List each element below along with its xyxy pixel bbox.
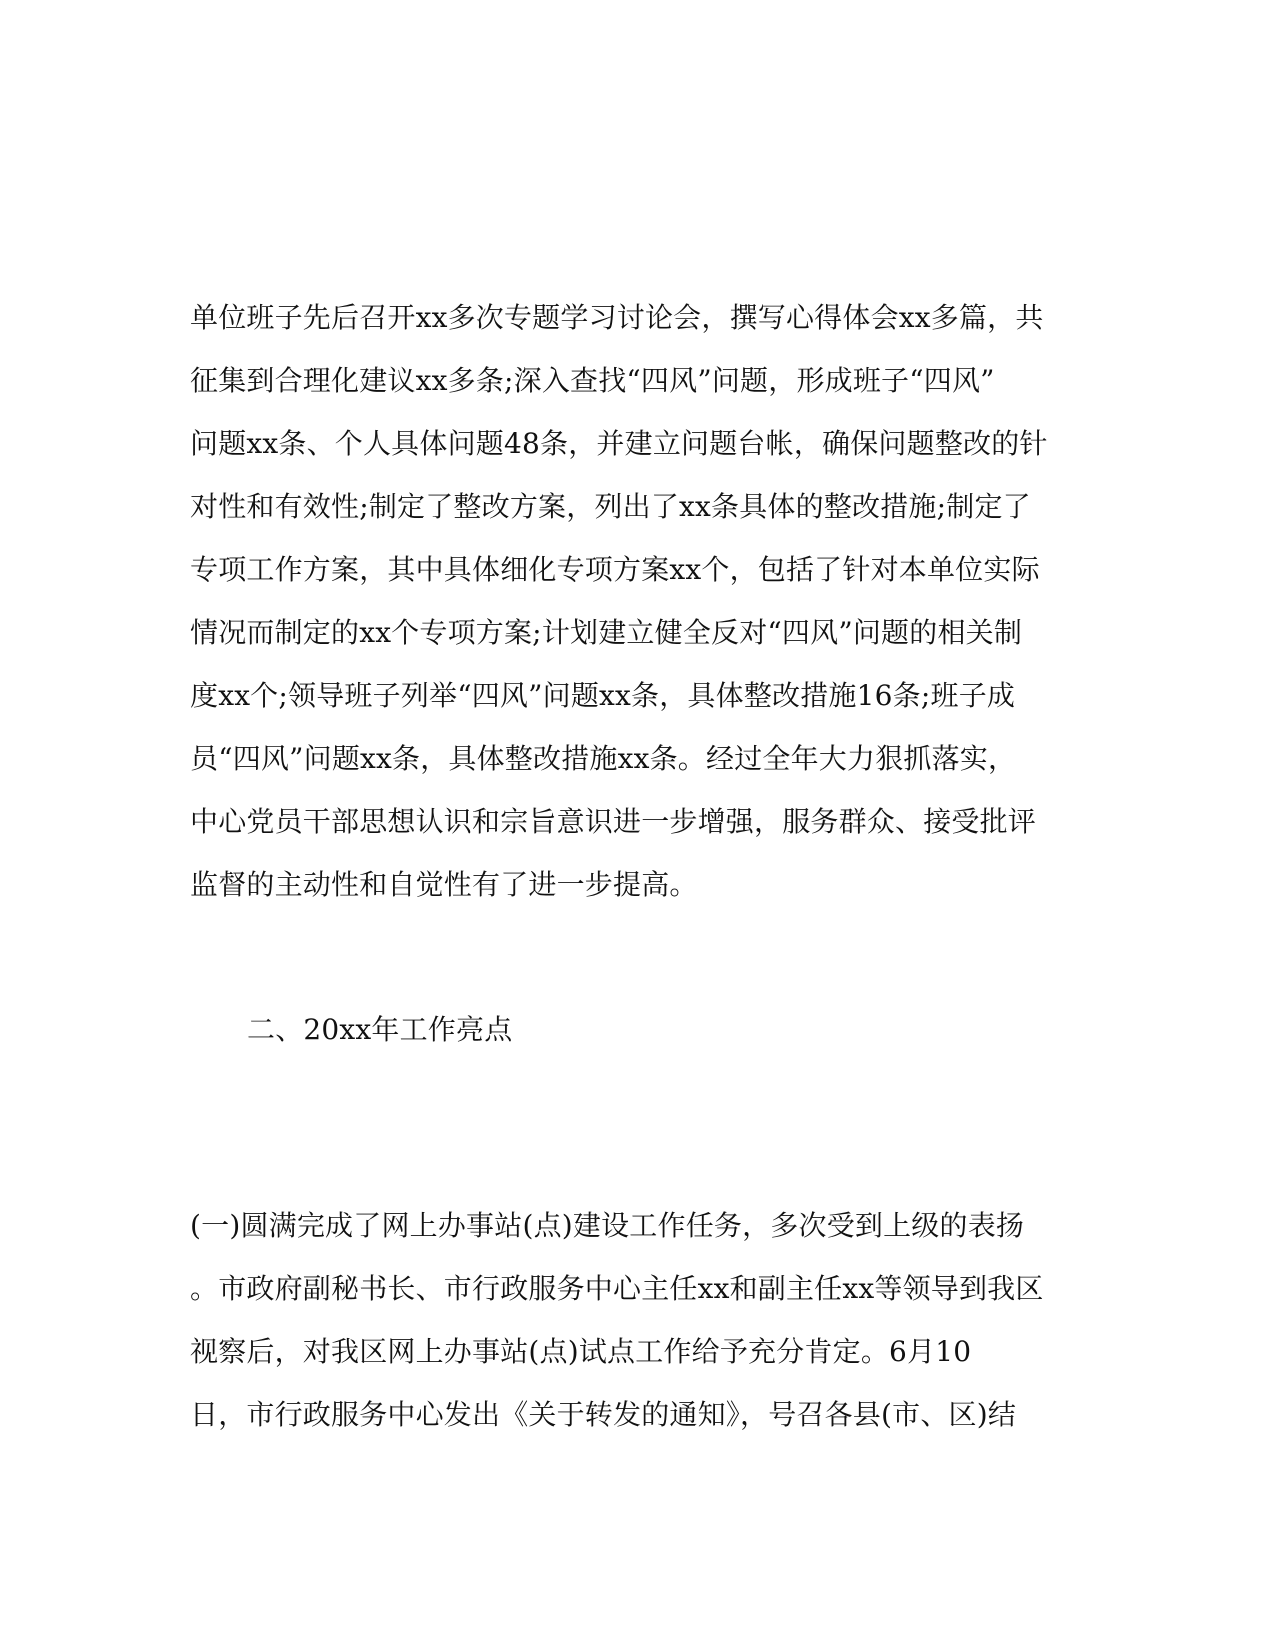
paragraph-1-line-2: 征集到合理化建议xx多条;深入查找“四风”问题，形成班子“四风” [190,364,995,397]
paragraph-1-line-5: 专项工作方案，其中具体细化专项方案xx个，包括了针对本单位实际 [190,553,1040,586]
paragraph-1-line-7: 度xx个;领导班子列举“四风”问题xx条，具体整改措施16条;班子成 [190,679,1016,712]
paragraph-2-line-1: (一)圆满完成了网上办事站(点)建设工作任务，多次受到上级的表扬 [190,1209,1025,1242]
paragraph-1-line-9: 中心党员干部思想认识和宗旨意识进一步增强，服务群众、接受批评 [190,805,1037,838]
paragraph-1-line-10: 监督的主动性和自觉性有了进一步提高。 [190,868,698,901]
paragraph-1-line-3: 问题xx条、个人具体问题48条，并建立问题台帐，确保问题整改的针 [190,427,1048,460]
section-heading: 二、20xx年工作亮点 [247,1013,513,1046]
paragraph-2-line-3: 视察后，对我区网上办事站(点)试点工作给予充分肯定。6月10 [190,1335,972,1368]
paragraph-2-line-2: 。市政府副秘书长、市行政服务中心主任xx和副主任xx等领导到我区 [190,1272,1044,1305]
paragraph-1-line-4: 对性和有效性;制定了整改方案，列出了xx条具体的整改措施;制定了 [190,490,1031,523]
paragraph-1-line-6: 情况而制定的xx个专项方案;计划建立健全反对“四风”问题的相关制 [190,616,1023,649]
paragraph-1-line-8: 员“四风”问题xx条，具体整改措施xx条。经过全年大力狠抓落实， [190,742,1017,775]
paragraph-2-line-4: 日，市行政服务中心发出《关于转发的通知》，号召各县(市、区)结 [190,1398,1017,1431]
paragraph-1-line-1: 单位班子先后召开xx多次专题学习讨论会，撰写心得体会xx多篇，共 [190,301,1044,334]
